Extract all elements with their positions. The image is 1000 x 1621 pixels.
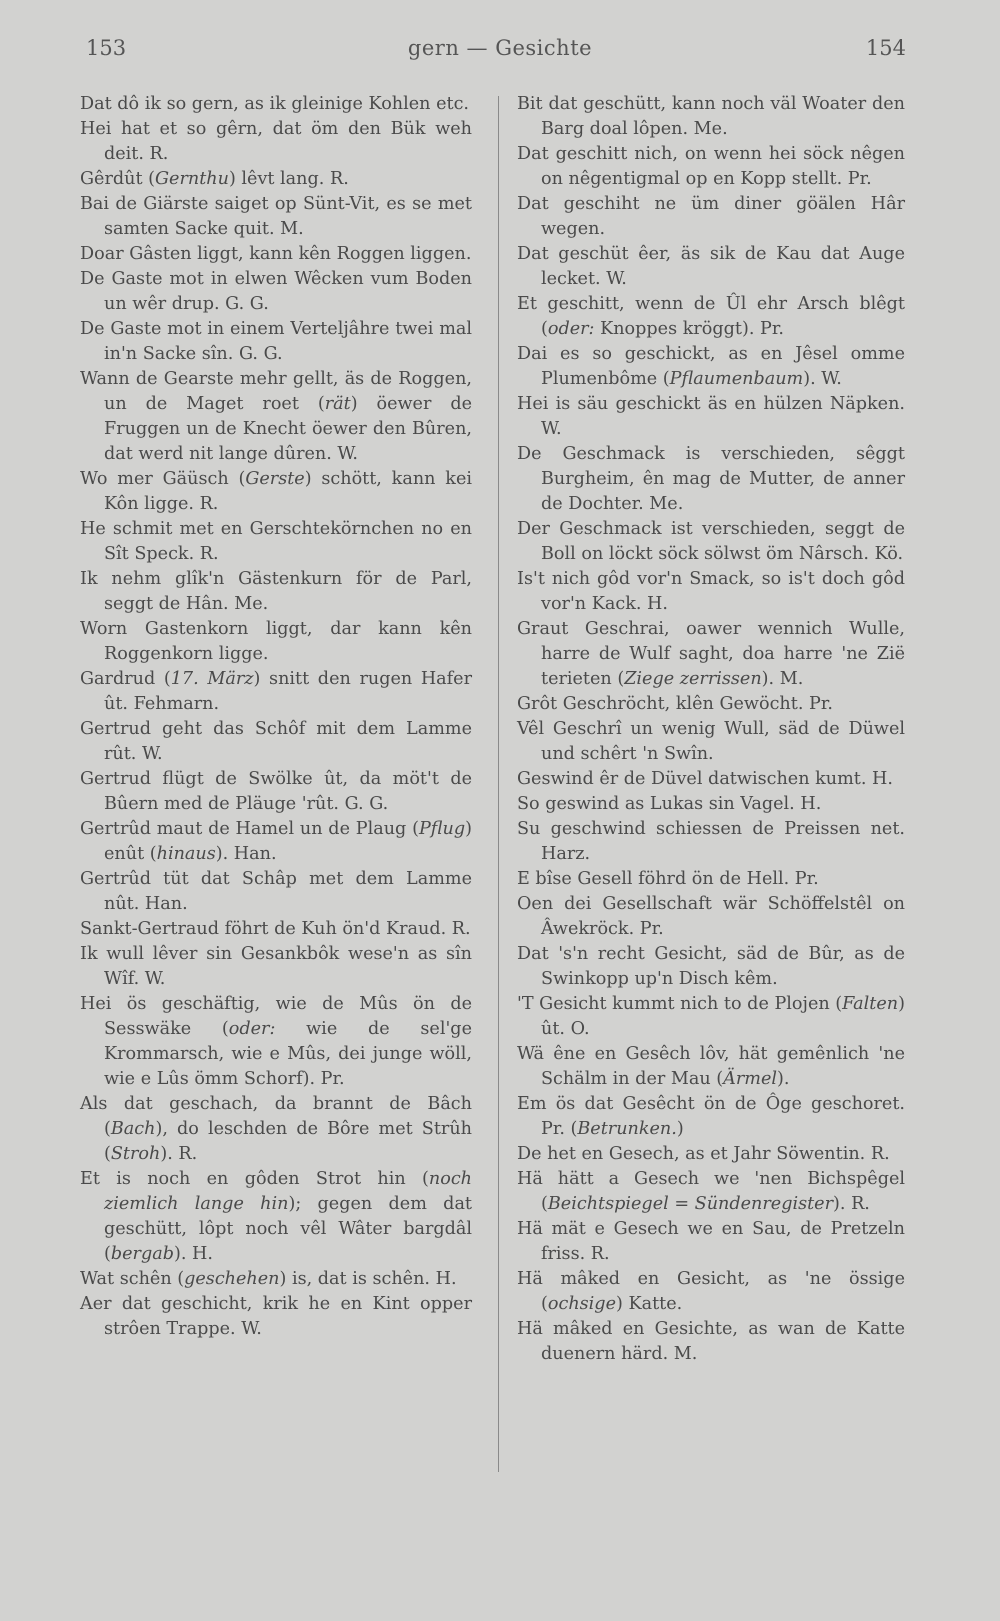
entry-text: ): [676, 1119, 684, 1139]
entry-text: Gertrûd maut de Hamel un de Plaug (: [80, 819, 419, 839]
entry-text: So geswind as Lukas sin Vagel. H.: [517, 794, 822, 814]
entry-text: Hei hat et so gêrn, dat öm den Bük weh deit. R.: [80, 119, 472, 164]
italic-gloss: Pflug: [418, 819, 466, 839]
italic-gloss: Bach: [110, 1119, 156, 1139]
entry-text: Gêrdût (: [80, 169, 155, 189]
proverb-entry: [80, 817, 472, 867]
italic-gloss: noch ziemlich lange hin: [104, 1169, 472, 1214]
entry-text: Knoppes kröggt). Pr.: [594, 319, 784, 339]
entry-text: Gertrud geht das Schôf mit dem Lamme rût. W.: [80, 719, 472, 764]
entry-text: Vêl Geschrî un wenig Wull, säd de Düwel und schêrt 'n Swîn.: [517, 719, 905, 764]
entry-text: ) schött, kann kei Kôn ligge. R.: [104, 469, 472, 514]
entry-text: Hei ös geschäftig, wie de Mûs ön de Sesswäke (: [80, 994, 472, 1039]
entry-text: ); gegen dem dat geschütt, lôpt noch vêl Wâter bargdâl (: [104, 1194, 473, 1264]
entry-text: ). W.: [803, 369, 842, 389]
entry-text: Is't nich gôd vor'n Smack, so is't doch gôd vor'n Kack. H.: [517, 569, 905, 614]
proverb-entry: [80, 992, 472, 1092]
proverb-entry: [517, 392, 905, 442]
proverb-entry: [80, 942, 472, 992]
entry-text: Gertrud flügt de Swölke ût, da möt't de Bûern med de Pläuge 'rût. G. G.: [80, 769, 472, 814]
entry-text: ). M.: [761, 669, 804, 689]
entry-text: wie de sel'ge Krommarsch, wie e Mûs, dei junge wöll, wie e Lûs ömm Schorf). Pr.: [104, 1019, 472, 1089]
entry-text: Dat 's'n recht Gesicht, säd de Bûr, as de Swinkopp up'n Disch kêm.: [517, 944, 905, 989]
italic-gloss: Beichtspiegel = Sündenregister: [547, 1194, 834, 1214]
entry-text: Als dat geschach, da brannt de Bâch (: [80, 1094, 472, 1139]
proverb-entry: [80, 767, 472, 817]
italic-gloss: Ziege zerrissen: [624, 669, 762, 689]
proverb-entry: [80, 242, 472, 267]
entry-text: ). R.: [833, 1194, 870, 1214]
proverb-entry: [517, 867, 905, 892]
page-number-right: 154: [865, 36, 906, 60]
entry-text: Oen dei Gesellschaft wär Schöffelstêl on Âwekröck. Pr.: [517, 894, 905, 939]
entry-text: ). H.: [173, 1244, 213, 1264]
proverb-entry: [517, 1167, 905, 1217]
proverb-entry: [517, 567, 905, 617]
entry-text: Bai de Giärste saiget op Sünt-Vit, es se met samten Sacke quit. M.: [80, 194, 472, 239]
entry-text: Hei is säu geschickt äs en hülzen Näpken. W.: [517, 394, 905, 439]
italic-gloss: Betrunken.: [577, 1119, 677, 1139]
proverb-entry: [517, 142, 905, 192]
proverb-entry: [517, 692, 905, 717]
proverb-entry: [517, 817, 905, 867]
proverb-entry: [517, 717, 905, 767]
entry-text: ) lêvt lang. R.: [228, 169, 349, 189]
proverb-entry: [517, 1217, 905, 1267]
entry-text: Em ös dat Gesêcht ön de Ôge geschoret. Pr. (: [517, 1094, 905, 1139]
entry-text: Dat geschüt êer, äs sik de Kau dat Auge lecket. W.: [517, 244, 905, 289]
page-header: [0, 36, 1000, 66]
proverb-entry: [80, 367, 472, 467]
proverb-entry: [80, 1267, 472, 1292]
proverb-entry: [517, 1042, 905, 1092]
entry-text: Dat geschitt nich, on wenn hei söck nêgen on nêgentigmal op en Kopp stellt. Pr.: [517, 144, 905, 189]
entry-text: Hä hätt a Gesech we 'nen Bichspêgel (: [517, 1169, 905, 1214]
right-column: [517, 92, 905, 1367]
italic-gloss: rät: [324, 394, 351, 414]
proverb-entry: [80, 667, 472, 717]
entry-text: Dat dô ik so gern, as ik gleinige Kohlen etc.: [80, 94, 470, 114]
proverb-entry: [80, 192, 472, 242]
proverb-entry: [517, 342, 905, 392]
proverb-entry: [517, 192, 905, 242]
entry-text: Dat geschiht ne üm diner göälen Hâr wegen.: [517, 194, 905, 239]
proverb-entry: [80, 117, 472, 167]
italic-gloss: hinaus: [156, 844, 216, 864]
italic-gloss: Falten: [842, 994, 899, 1014]
proverb-entry: [517, 292, 905, 342]
entry-text: Hä mâked en Gesichte, as wan de Katte duenern härd. M.: [517, 1319, 905, 1364]
entry-text: ), do leschden de Bôre met Strûh (: [104, 1119, 472, 1164]
italic-gloss: oder:: [547, 319, 595, 339]
proverb-entry: [517, 767, 905, 792]
proverb-entry: [80, 1167, 472, 1267]
entry-text: Wo mer Gäüsch (: [80, 469, 246, 489]
entry-text: Ik wull lêver sin Gesankbôk wese'n as sîn Wîf. W.: [80, 944, 472, 989]
proverb-entry: [80, 517, 472, 567]
proverb-entry: [517, 892, 905, 942]
entry-text: De het en Gesech, as et Jahr Söwentin. R.: [517, 1144, 890, 1164]
proverb-entry: [80, 267, 472, 317]
proverb-entry: [517, 92, 905, 142]
proverb-entry: [517, 1317, 905, 1367]
entry-text: ). Han.: [215, 844, 277, 864]
entry-text: ) snitt den rugen Hafer ût. Fehmarn.: [104, 669, 473, 714]
entry-text: Doar Gâsten liggt, kann kên Roggen liggen.: [80, 244, 472, 264]
page-number-left: 153: [86, 36, 127, 60]
entry-text: Dai es so geschickt, as en Jêsel omme Plumenbôme (: [517, 344, 905, 389]
proverb-entry: [517, 242, 905, 292]
entry-text: De Gaste mot in einem Verteljâhre twei mal in'n Sacke sîn. G. G.: [80, 319, 472, 364]
entry-text: Sankt-Gertraud föhrt de Kuh ön'd Kraud. R.: [80, 919, 471, 939]
entry-text: Geswind êr de Düvel datwischen kumt. H.: [517, 769, 893, 789]
italic-gloss: geschehen: [184, 1269, 280, 1289]
proverb-entry: [80, 167, 472, 192]
proverb-entry: [80, 317, 472, 367]
entry-text: Grôt Geschröcht, klên Gewöcht. Pr.: [517, 694, 833, 714]
entry-text: De Gaste mot in elwen Wêcken vum Boden un wêr drup. G. G.: [80, 269, 472, 314]
italic-gloss: bergab: [110, 1244, 174, 1264]
entry-text: ) is, dat is schên. H.: [279, 1269, 457, 1289]
entry-text: Et geschitt, wenn de Ûl ehr Arsch blêgt (: [517, 294, 905, 339]
entry-text: ). R.: [160, 1144, 198, 1164]
italic-gloss: Ärmel: [723, 1069, 777, 1089]
proverb-entry: [80, 567, 472, 617]
entry-text: Et is noch en gôden Strot hin (: [80, 1169, 429, 1189]
proverb-entry: [80, 92, 472, 117]
proverb-entry: [80, 617, 472, 667]
entry-text: Ik nehm glîk'n Gästenkurn för de Parl, seggt de Hân. Me.: [80, 569, 472, 614]
italic-gloss: Pflaumenbaum: [669, 369, 804, 389]
column-divider: [498, 96, 499, 1472]
proverb-entry: [517, 1267, 905, 1317]
entry-text: E bîse Gesell föhrd ön de Hell. Pr.: [517, 869, 819, 889]
entry-text: Bit dat geschütt, kann noch väl Woater den Barg doal lôpen. Me.: [517, 94, 905, 139]
entry-text: Su geschwind schiessen de Preissen net. Harz.: [517, 819, 905, 864]
proverb-entry: [517, 617, 905, 692]
proverb-entry: [80, 717, 472, 767]
italic-gloss: oder:: [228, 1019, 276, 1039]
entry-text: Graut Geschrai, oawer wennich Wulle, harre de Wulf saght, doa harre 'ne Zië terieten (: [517, 619, 905, 689]
italic-gloss: Gernthu: [155, 169, 229, 189]
entry-text: ) enût (: [104, 819, 472, 864]
italic-gloss: Stroh: [110, 1144, 161, 1164]
italic-gloss: 17. März: [170, 669, 254, 689]
entry-text: Wä êne en Gesêch lôv, hät gemênlich 'ne Schälm in der Mau (: [517, 1044, 905, 1089]
entry-text: ).: [777, 1069, 790, 1089]
entry-text: Der Geschmack ist verschieden, seggt de Boll on löckt söck sölwst öm Nârsch. Kö.: [517, 519, 905, 564]
proverb-entry: [80, 867, 472, 917]
entry-text: 'T Gesicht kummt nich to de Plojen (: [517, 994, 843, 1014]
proverb-entry: [517, 1142, 905, 1167]
proverb-entry: [80, 1092, 472, 1167]
proverb-entry: [517, 792, 905, 817]
entry-text: ) ût. O.: [541, 994, 905, 1039]
italic-gloss: Gerste: [245, 469, 305, 489]
proverb-entry: [517, 1092, 905, 1142]
entry-text: ) öewer de Fruggen un de Knecht öewer den Bûren, dat werd nit lange dûren. W.: [104, 394, 472, 464]
left-column: [80, 92, 472, 1342]
running-head: gern — Gesichte: [407, 36, 593, 60]
entry-text: Gardrud (: [80, 669, 171, 689]
proverb-entry: [80, 467, 472, 517]
proverb-entry: [517, 992, 905, 1042]
entry-text: Wann de Gearste mehr gellt, äs de Roggen, un de Maget roet (: [80, 369, 472, 414]
entry-text: Worn Gastenkorn liggt, dar kann kên Roggenkorn ligge.: [80, 619, 472, 664]
italic-gloss: ochsige: [547, 1294, 616, 1314]
entry-text: Wat schên (: [80, 1269, 185, 1289]
entry-text: Gertrûd tüt dat Schâp met dem Lamme nût. Han.: [80, 869, 472, 914]
entry-text: Hä mâked en Gesicht, as 'ne össige (: [517, 1269, 905, 1314]
proverb-entry: [517, 942, 905, 992]
entry-text: He schmit met en Gerschtekörnchen no en Sît Speck. R.: [80, 519, 472, 564]
entry-text: ) Katte.: [615, 1294, 683, 1314]
entry-text: De Geschmack is verschieden, sêggt Burgheim, ên mag de Mutter, de anner de Dochter. Me.: [517, 444, 905, 514]
proverb-entry: [517, 442, 905, 517]
proverb-entry: [80, 917, 472, 942]
proverb-entry: [517, 517, 905, 567]
proverb-entry: [80, 1292, 472, 1342]
entry-text: Hä mät e Gesech we en Sau, de Pretzeln friss. R.: [517, 1219, 905, 1264]
entry-text: Aer dat geschicht, krik he en Kint opper strôen Trappe. W.: [80, 1294, 472, 1339]
